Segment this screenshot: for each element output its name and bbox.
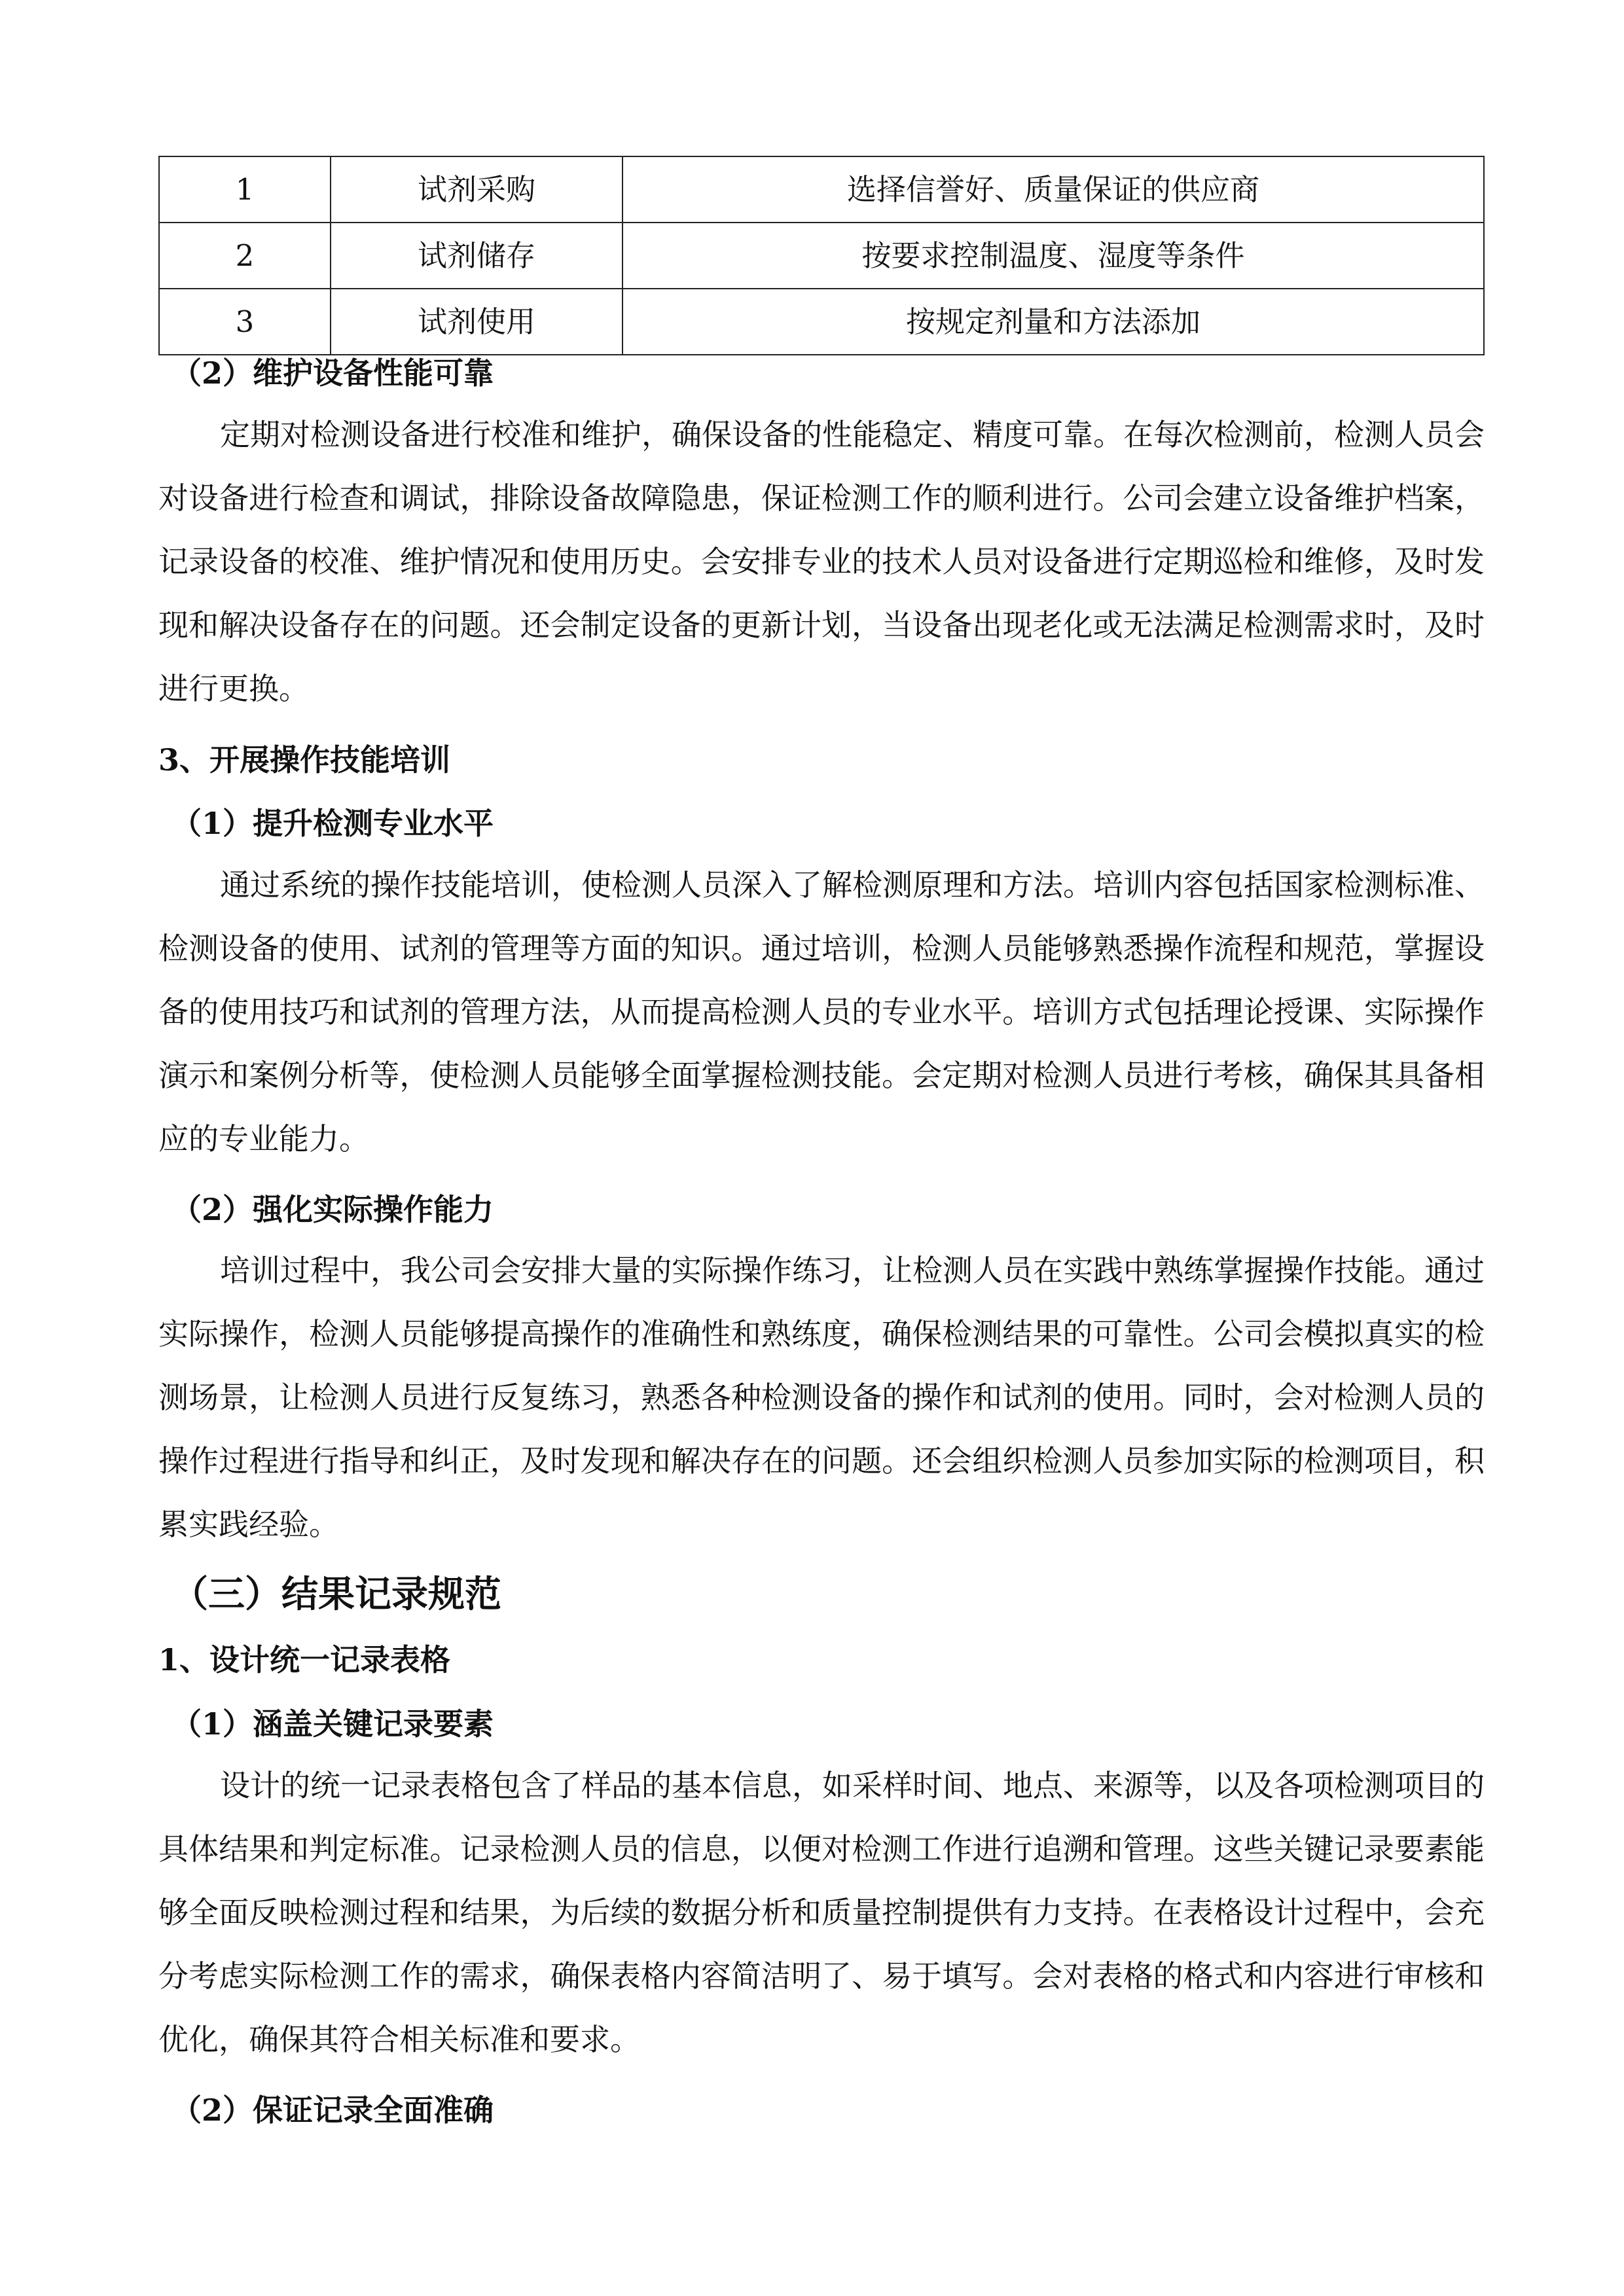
- table-row: [159, 156, 1484, 223]
- row-item: 试剂储存: [331, 223, 623, 289]
- paragraph-practical-ability: 培训过程中，我公司会安排大量的实际操作练习，让检测人员在实践中熟练掌握操作技能。通过实际操作，检测人员能够提高操作的准确性和熟练度，确保检测结果的可靠性。公司会模拟真实的检测场景，让检测人员进行反复练习，熟悉各种检测设备的操作和试剂的使用。同时，会对检测人员的操作过程进行指导和纠正，及时发现和解决存在的问题。还会组织检测人员参加实际的检测项目，积累实践经验。: [158, 1253, 1485, 1542]
- reagent-management-table: [158, 156, 1485, 355]
- heading-key-elements: （1）涵盖关键记录要素: [171, 1706, 494, 1742]
- row-number: 2: [159, 223, 331, 289]
- row-description: 按要求控制温度、湿度等条件: [623, 223, 1484, 289]
- row-description: 选择信誉好、质量保证的供应商: [623, 156, 1484, 223]
- heading-professional-level: （1）提升检测专业水平: [171, 806, 494, 841]
- heading-practical-ability: （2）强化实际操作能力: [171, 1192, 494, 1227]
- table-row: [159, 289, 1484, 355]
- paragraph-key-elements: 设计的统一记录表格包含了样品的基本信息，如采样时间、地点、来源等，以及各项检测项目的具体结果和判定标准。记录检测人员的信息，以便对检测工作进行追溯和管理。这些关键记录要素能够全面反映检测过程和结果，为后续的数据分析和质量控制提供有力支持。在表格设计过程中，会充分考虑实际检测工作的需求，确保表格内容简洁明了、易于填写。会对表格的格式和内容进行审核和优化，确保其符合相关标准和要求。: [158, 1768, 1485, 2057]
- row-item: 试剂使用: [331, 289, 623, 355]
- row-number: 1: [159, 156, 331, 223]
- paragraph-maintain-equipment: 定期对检测设备进行校准和维护，确保设备的性能稳定、精度可靠。在每次检测前，检测人员会对设备进行检查和调试，排除设备故障隐患，保证检测工作的顺利进行。公司会建立设备维护档案，记录设备的校准、维护情况和使用历史。会安排专业的技术人员对设备进行定期巡检和维修，及时发现和解决设备存在的问题。还会制定设备的更新计划，当设备出现老化或无法满足检测需求时，及时进行更换。: [158, 417, 1485, 706]
- paragraph-professional-level: 通过系统的操作技能培训，使检测人员深入了解检测原理和方法。培训内容包括国家检测标准、检测设备的使用、试剂的管理等方面的知识。通过培训，检测人员能够熟悉操作流程和规范，掌握设备的使用技巧和试剂的管理方法，从而提高检测人员的专业水平。培训方式包括理论授课、实际操作演示和案例分析等，使检测人员能够全面掌握检测技能。会定期对检测人员进行考核，确保其具备相应的专业能力。: [158, 867, 1485, 1157]
- row-description: 按规定剂量和方法添加: [623, 289, 1484, 355]
- heading-maintain-equipment: （2）维护设备性能可靠: [171, 355, 494, 391]
- heading-unified-form: 1、设计统一记录表格: [158, 1642, 451, 1677]
- heading-accurate-records: （2）保证记录全面准确: [171, 2092, 494, 2128]
- table-row: [159, 223, 1484, 289]
- heading-result-recording: （三）结果记录规范: [171, 1573, 501, 1616]
- row-item: 试剂采购: [331, 156, 623, 223]
- heading-skill-training: 3、开展操作技能培训: [158, 742, 451, 778]
- row-number: 3: [159, 289, 331, 355]
